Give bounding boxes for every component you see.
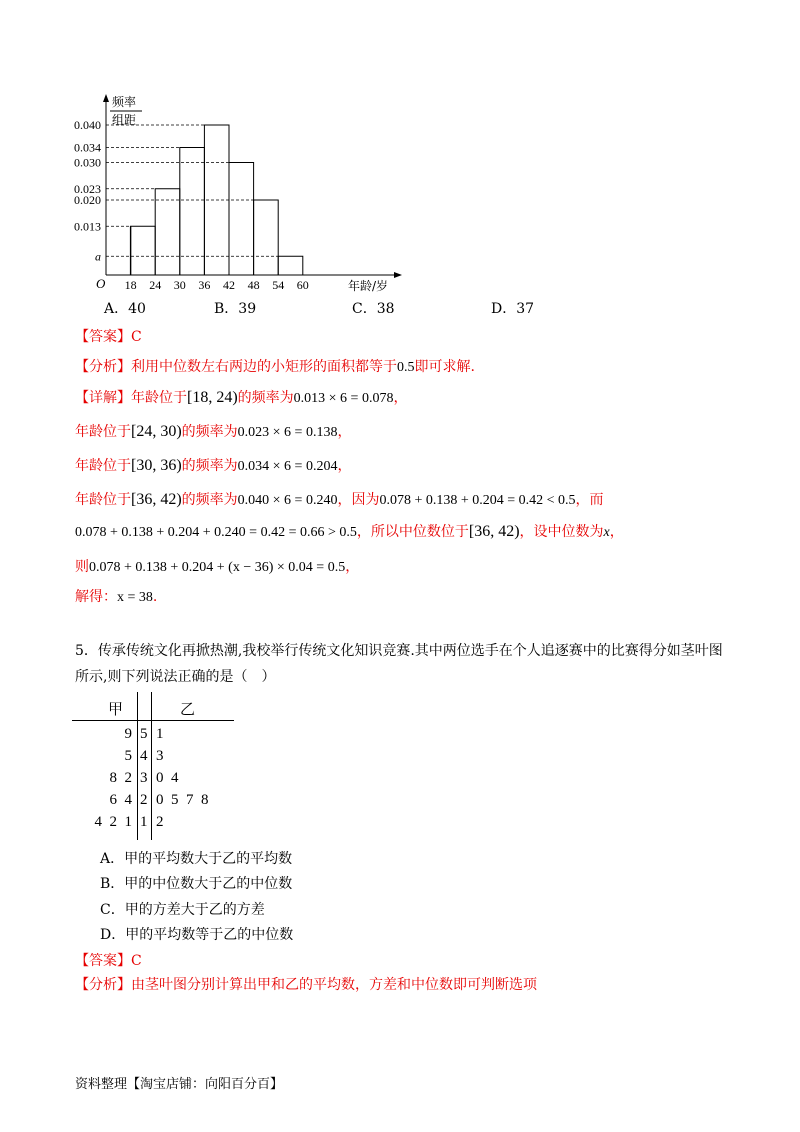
origin-label: O [96, 276, 106, 291]
q4-option-d[interactable]: D．37 [491, 301, 535, 317]
q5-analysis-tag: 【分析】 [75, 977, 131, 993]
stem-leaf-header-right: 乙 [180, 702, 196, 718]
stem-leaf-stem: 1 [140, 814, 148, 830]
q4-option-b[interactable]: B．39 [214, 301, 257, 317]
q5-option-c[interactable]: C．甲的方差大于乙的方差 [100, 902, 265, 918]
stem-leaf-right-leaves: 1 [156, 726, 164, 742]
y-axis-label-bottom: 组距 [112, 113, 137, 127]
q4-option-c[interactable]: C．38 [352, 301, 395, 317]
stem-leaf-right-leaves: 2 [156, 814, 164, 830]
q5-option-a[interactable]: A．甲的平均数大于乙的平均数 [100, 851, 293, 867]
y-tick-label: 0.040 [74, 118, 101, 132]
stem-leaf-header-left: 甲 [108, 702, 124, 718]
stem-and-leaf-plot [72, 692, 252, 842]
stem-leaf-header-rule [72, 720, 234, 721]
q4-analysis-tag: 【分析】 [75, 359, 131, 375]
x-tick-label: 48 [247, 278, 260, 292]
stem-leaf-stem: 3 [140, 770, 148, 786]
frequency-histogram [60, 90, 410, 300]
x-tick-label: 18 [124, 278, 137, 292]
q4-detail-line-4: 年龄位于[36, 42)的频率为0.040 × 6 = 0.240，因为0.078 + 0.138 + 0.204 = 0.42 < 0.5，而 [75, 491, 604, 508]
x-tick-label: 24 [149, 278, 162, 292]
x-tick-label: 36 [198, 278, 211, 292]
x-axis-label: 年龄/岁 [348, 279, 389, 293]
histogram-bar [254, 200, 279, 275]
y-axis-label-top: 频率 [112, 95, 137, 109]
stem-leaf-stem: 2 [140, 792, 148, 808]
q4-detail-line-1: 【详解】年龄位于[18, 24)的频率为0.013 × 6 = 0.078， [75, 389, 408, 406]
x-tick-label: 54 [272, 278, 285, 292]
q4-detail-line-5: 0.078 + 0.138 + 0.204 + 0.240 = 0.42 = 0.66 > 0.5，所以中位数位于[36, 42)，设中位数为x， [75, 523, 624, 540]
stem-leaf-right-leaves: 3 [156, 748, 164, 764]
q4-analysis-text: 利用中位数左右两边的小矩形的面积都等于 [131, 359, 397, 375]
histogram-bar [278, 256, 303, 275]
stem-leaf-left-leaves: 8 2 [109, 770, 132, 786]
stem-leaf-right-leaves: 0 5 7 8 [156, 792, 209, 808]
q4-answer: 【答案】C [75, 329, 142, 345]
x-tick-label: 30 [173, 278, 186, 292]
q4-analysis-num: 0.5 [397, 360, 415, 375]
q4-analysis-end: 即可求解. [414, 359, 475, 375]
y-axis-arrow [103, 94, 109, 102]
y-tick-label: 0.023 [74, 181, 101, 196]
stem-leaf-left-leaves: 4 2 1 [94, 814, 132, 830]
page-footer: 资料整理【淘宝店铺：向阳百分百】 [75, 1077, 284, 1092]
q5-answer: 【答案】C [75, 953, 142, 969]
stem-leaf-left-leaves: 9 [124, 726, 132, 742]
q4-detail-line-3: 年龄位于[30, 36)的频率为0.034 × 6 = 0.204， [75, 457, 352, 474]
y-tick-label: 0.013 [74, 219, 101, 234]
histogram-bar [155, 189, 180, 275]
stem-leaf-stem: 4 [140, 748, 148, 764]
stem-leaf-stem: 5 [140, 726, 148, 742]
y-tick-label: 0.030 [74, 155, 101, 170]
q4-detail-line-6: 则0.078 + 0.138 + 0.204 + (x − 36) × 0.04 = 0.5， [75, 559, 360, 575]
stem-leaf-left-leaves: 5 [124, 748, 132, 764]
q5-option-b[interactable]: B．甲的中位数大于乙的中位数 [100, 876, 293, 892]
x-tick-label: 42 [223, 278, 235, 292]
y-tick-label: 0.034 [74, 140, 101, 155]
stem-leaf-right-leaves: 0 4 [156, 770, 179, 786]
q5-option-d[interactable]: D．甲的平均数等于乙的中位数 [100, 927, 294, 943]
q4-option-a[interactable]: A．40 [104, 301, 146, 317]
q5-analysis-text: 由茎叶图分别计算出甲和乙的平均数，方差和中位数即可判断选项 [131, 977, 537, 993]
histogram-bar [229, 163, 254, 276]
y-tick-label: 0.020 [74, 193, 101, 207]
q5-stem-line-2: 所示,则下列说法正确的是（ ） [75, 669, 276, 685]
x-tick-label: 60 [296, 278, 309, 292]
q4-detail-line-7: 解得：x = 38. [75, 589, 158, 605]
stem-leaf-left-leaves: 6 4 [109, 792, 132, 808]
y-tick-label: a [95, 249, 101, 264]
stem-leaf-divider-right [151, 692, 152, 840]
q5-stem-line-1: 5．传承传统文化再掀热潮,我校举行传统文化知识竞赛.其中两位选手在个人追逐赛中的比赛得分如茎叶图 [75, 643, 723, 659]
x-axis-arrow [394, 272, 402, 278]
stem-leaf-divider-left [137, 692, 138, 840]
q4-detail-line-2: 年龄位于[24, 30)的频率为0.023 × 6 = 0.138， [75, 423, 352, 440]
histogram-bar [131, 226, 156, 275]
